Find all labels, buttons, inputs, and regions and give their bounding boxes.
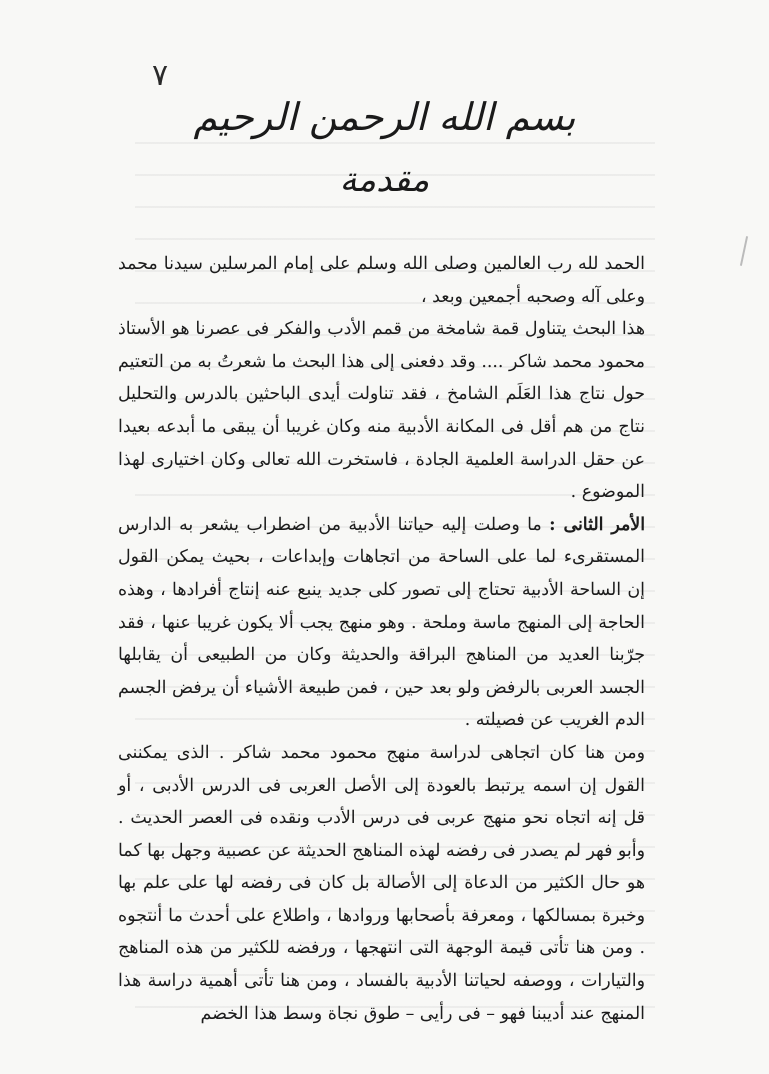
paragraph-3-lead: الأمر الثانى : [549, 514, 646, 535]
page-edge-mark [740, 236, 748, 266]
paragraph-4-text: ومن هنا كان اتجاهى لدراسة منهج محمود محمد شاكر . الذى يمكننى القول إن اسمه يرتبط بالعودة إلى الأصل العربى فى الدرس الأدبى ، أو قل إنه اتجاه نحو منهج عربى فى درس الأدب ونقده فى العصر الحديث . وأبو فهر لم يصدر فى رفضه لهذه المناهج الحديثة عن عصبية وجهل بها كما هو حال الكثير من الدعاة إلى الأصالة بل كان فى رفضه لها على علم بها وخبرة بمسالكها ، ومعرفة بأصحابها وروادها ، واطلاع على أحدث ما أنتجوه . ومن هنا تأتى قيمة الوجهة التى انتهجها ، ورفضه للكثير من هذه المناهج والتيارات ، ووصفه لحياتنا الأدبية بالفساد ، ومن هنا تأتى أهمية دراسة هذا المنهج عند أديبنا فهو – فى رأيى – طوق نجاة وسط هذا الخضم [118, 742, 645, 1024]
paragraph-1-text: الحمد لله رب العالمين وصلى الله وسلم على إمام المرسلين سيدنا محمد وعلى آله وصحبه أجمعين وبعد ، [118, 254, 645, 307]
paragraph-2 [118, 313, 645, 509]
paragraph-1 [118, 248, 645, 313]
paragraph-3 [118, 509, 645, 737]
paragraph-3-text: ما وصلت إليه حياتنا الأدبية من اضطراب يشعر به الدارس المستقرىء لما على الساحة من اتجاهات وإبداعات ، بحيث يمكن القول إن الساحة الأدبية تحتاج إلى تصور كلى جديد ينبع عنه إنتاج أفرادها ، وهذه الحاجة إلى المنهج ماسة وملحة . وهو منهج يجب ألا يكون غريبا عنها ، فقد جرّبنا العديد من المناهج البراقة والحديثة وكان من الطبيعى أن يقابلها الجسد العربى بالرفض ولو بعد حين ، فمن طبيعة الأشياء أن يرفض الجسم الدم الغريب عن فصيلته . [118, 514, 645, 731]
paragraph-2-text: هذا البحث يتناول قمة شامخة من قمم الأدب والفكر فى عصرنا هو الأستاذ محمود محمد شاكر .... وقد دفعنى إلى هذا البحث ما شعرتُ به من التعتيم حول نتاج هذا العَلَم الشامخ ، فقد تناولت أيدى الباحثين بالدرس والتحليل نتاج من هم أقل فى المكانة الأدبية منه وكان غريبا أن يبقى ما أبدعه بعيدا عن حقل الدراسة العلمية الجادة ، فاستخرت الله تعالى وكان اختيارى لهذا الموضوع . [118, 319, 645, 503]
basmala-heading: بسم الله الرحمن الرحيم [193, 95, 576, 139]
paragraph-4 [118, 737, 645, 1030]
page-number: ٧ [152, 58, 169, 93]
section-heading: مقدمة [339, 160, 430, 200]
body-text [118, 248, 645, 1030]
